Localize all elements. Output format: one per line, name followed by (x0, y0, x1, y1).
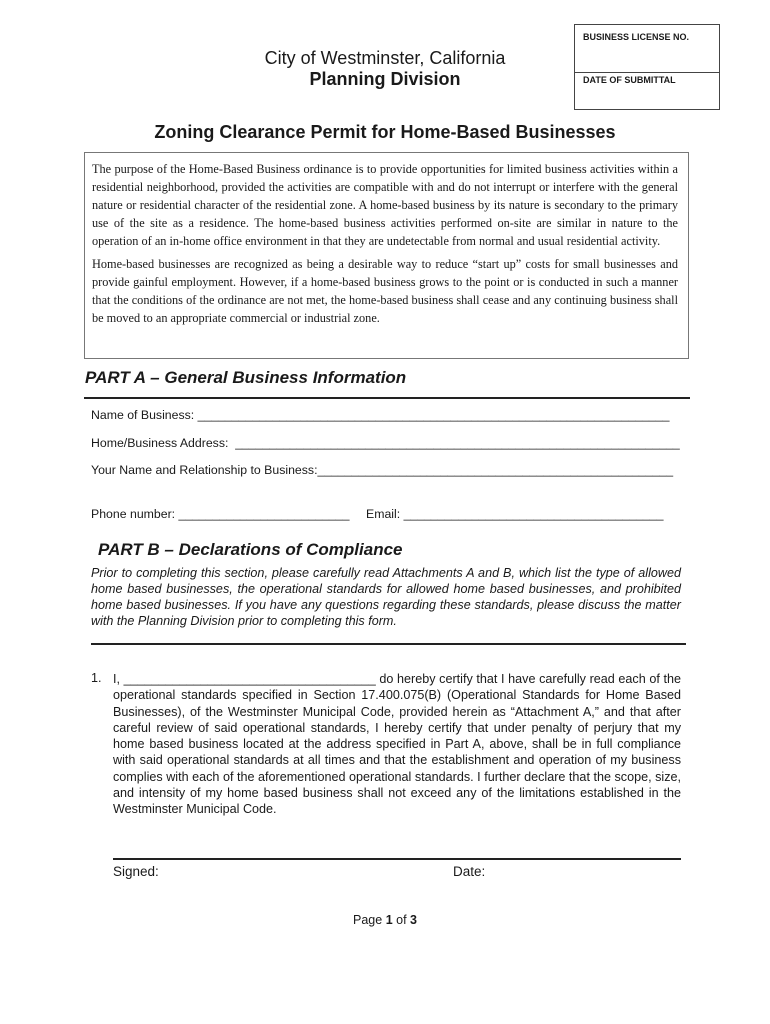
part-b-heading: PART B – Declarations of Compliance (98, 540, 403, 559)
city-name: City of Westminster, California (264, 48, 506, 68)
page-footer (0, 913, 770, 927)
date-of-submittal-label: DATE OF SUBMITTAL (583, 75, 676, 85)
purpose-box (84, 152, 689, 359)
page-number: 1 (385, 913, 393, 927)
purpose-paragraph-2: Home-based businesses are recognized as being a desirable way to reduce “start up” costs for small businesses and provide gainful employment. However, if a home-based business grows to the point or is conducted in such a manner that the conditions of the ordinance are not met, the home-based business shall cease and any continuing business shall be moved to an appropriate commercial or industrial zone. (92, 257, 678, 325)
certification-item-number: 1. (91, 671, 102, 685)
name-relationship-field[interactable]: Your Name and Relationship to Business:____________________________________________________ (91, 463, 674, 477)
of-word: of (396, 913, 407, 927)
license-info-box (574, 24, 720, 110)
business-license-label: BUSINESS LICENSE NO. (583, 32, 690, 42)
date-label: Date: (453, 864, 486, 879)
signed-label: Signed: (113, 864, 159, 879)
signature-line[interactable] (113, 858, 681, 860)
name-of-business-field[interactable]: Name of Business: _____________________________________________________________________ (91, 408, 670, 422)
division-name: Planning Division (309, 69, 461, 89)
certification-statement[interactable]: I, ____________________________________ do hereby certify that I have carefully read each of the operational standards specified in Section 17.400.075(B) (Operational Standards for Home Based Businesses), of the Westminster Municipal Code, provided herein as “Attachment A,” and that after careful review of said operational standards, I hereby certify that under penalty of perjury that my home based business located at the address specified in Part A, above, shall be in full compliance with said operational standards at all times and that the establishment and operation of my business complies with each of the aforementioned operational standards. I further declare that the scope, size, and intensity of my home based business shall not exceed any of the limitations established in the Westminster Municipal Code. (113, 672, 681, 817)
business-license-cell[interactable] (575, 25, 719, 73)
page-word: Page (353, 913, 383, 927)
part-b-divider (91, 643, 686, 645)
page-title: Zoning Clearance Permit for Home-Based Businesses (154, 122, 616, 142)
part-a-divider (84, 397, 690, 399)
phone-number-field[interactable]: Phone number: _________________________ (91, 507, 350, 521)
part-a-heading: PART A – General Business Information (85, 368, 407, 387)
business-address-field[interactable]: Home/Business Address: _________________________________________________________________ (91, 436, 680, 450)
part-b-instructions: Prior to completing this section, please carefully read Attachments A and B, which list the type of allowed home based businesses, the operational standards for allowed home based businesses, and prohibited home based businesses. If you have any questions regarding these standards, please discuss the matter with the Planning Division prior to completing this form. (91, 566, 681, 628)
email-field[interactable]: Email: ______________________________________ (366, 507, 664, 521)
page-total: 3 (410, 913, 417, 927)
purpose-paragraph-1: The purpose of the Home-Based Business ordinance is to provide opportunities for limited business activities within a residential neighborhood, provided the activities are compatible with and do not interrupt or interfere with the general nature or residential character of the residential zone. A home-based business by its nature is secondary to the primary use of the site as a residence. The home-based business activities performed on-site are similar in nature to the operation of an in-home office environment in that they are undetectable from normal and usual residential activity. (92, 162, 678, 248)
